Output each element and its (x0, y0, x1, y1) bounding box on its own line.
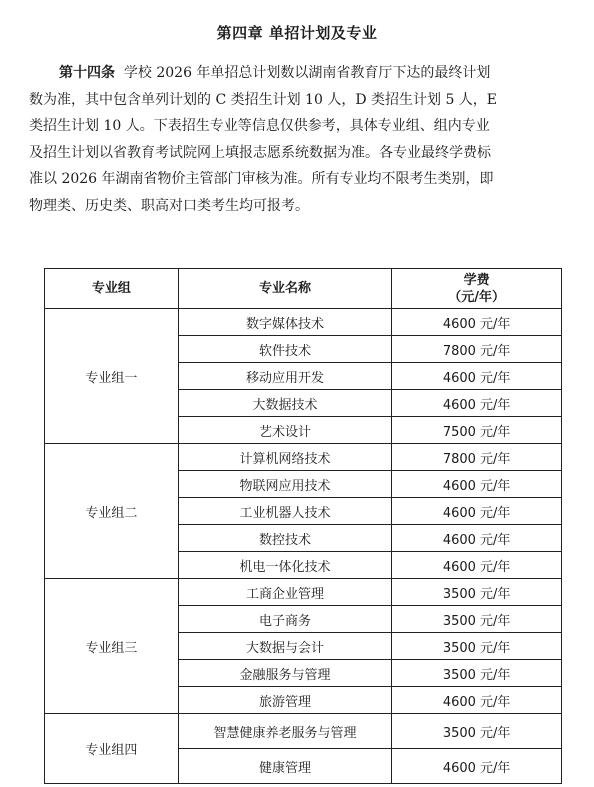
major-cell: 大数据技术 (178, 390, 392, 417)
fee-cell: 7800 元/年 (392, 444, 562, 471)
major-cell: 健康管理 (178, 749, 392, 784)
header-major: 专业名称 (178, 269, 392, 309)
major-cell: 金融服务与管理 (178, 660, 392, 687)
article-text-1: 学校 2026 年单招总计划数以湖南省教育厅下达的最终计划 (123, 65, 491, 81)
group-cell: 专业组一 (45, 309, 179, 444)
fee-cell: 4600 元/年 (392, 552, 562, 579)
major-cell: 软件技术 (178, 336, 392, 363)
fee-cell: 7800 元/年 (392, 336, 562, 363)
header-group: 专业组 (45, 269, 179, 309)
article-number: 第十四条 (59, 65, 115, 81)
major-cell: 工业机器人技术 (178, 498, 392, 525)
article-paragraph (29, 60, 581, 219)
header-fee-line1: 学费 (463, 272, 490, 288)
fee-cell: 4600 元/年 (392, 309, 562, 336)
article-line-4: 及招生计划以省教育考试院网上填报志愿系统数据为准。各专业最终学费标 (29, 144, 491, 161)
group-cell: 专业组四 (45, 714, 179, 784)
fee-cell: 3500 元/年 (392, 579, 562, 606)
major-cell: 旅游管理 (178, 687, 392, 714)
table-header-row (45, 269, 562, 309)
major-cell: 计算机网络技术 (178, 444, 392, 471)
fee-cell: 3500 元/年 (392, 714, 562, 749)
fee-cell: 3500 元/年 (392, 606, 562, 633)
fee-cell: 7500 元/年 (392, 417, 562, 444)
major-cell: 电子商务 (178, 606, 392, 633)
header-fee (392, 269, 562, 309)
table-row (45, 714, 562, 749)
major-cell: 机电一体化技术 (178, 552, 392, 579)
majors-table (44, 268, 562, 784)
major-cell: 艺术设计 (178, 417, 392, 444)
fee-cell: 3500 元/年 (392, 633, 562, 660)
fee-cell: 4600 元/年 (392, 749, 562, 784)
fee-cell: 4600 元/年 (392, 390, 562, 417)
fee-cell: 4600 元/年 (392, 363, 562, 390)
fee-cell: 4600 元/年 (392, 687, 562, 714)
major-cell: 移动应用开发 (178, 363, 392, 390)
article-line-6: 物理类、历史类、职高对口类考生均可报考。 (29, 197, 309, 214)
table-row (45, 309, 562, 336)
article-line-5: 准以 2026 年湖南省物价主管部门审核为准。所有专业均不限考生类别，即 (29, 171, 494, 187)
table-row (45, 579, 562, 606)
article-line-3: 类招生计划 10 人。下表招生专业等信息仅供参考，具体专业组、组内专业 (29, 118, 490, 134)
major-cell: 数控技术 (178, 525, 392, 552)
major-cell: 数字媒体技术 (178, 309, 392, 336)
article-line-2: 数为准，其中包含单列计划的 C 类招生计划 10 人，D 类招生计划 5 人，E (29, 91, 498, 108)
major-cell: 大数据与会计 (178, 633, 392, 660)
fee-cell: 4600 元/年 (392, 525, 562, 552)
header-fee-line2: （元/年） (448, 289, 506, 305)
major-cell: 工商企业管理 (178, 579, 392, 606)
fee-cell: 3500 元/年 (392, 660, 562, 687)
fee-cell: 4600 元/年 (392, 471, 562, 498)
table-row (45, 444, 562, 471)
fee-cell: 4600 元/年 (392, 498, 562, 525)
group-cell: 专业组二 (45, 444, 179, 579)
major-cell: 智慧健康养老服务与管理 (178, 714, 392, 749)
group-cell: 专业组三 (45, 579, 179, 714)
article-line-1 (59, 60, 581, 87)
major-cell: 物联网应用技术 (178, 471, 392, 498)
chapter-title: 第四章 单招计划及专业 (216, 24, 378, 42)
